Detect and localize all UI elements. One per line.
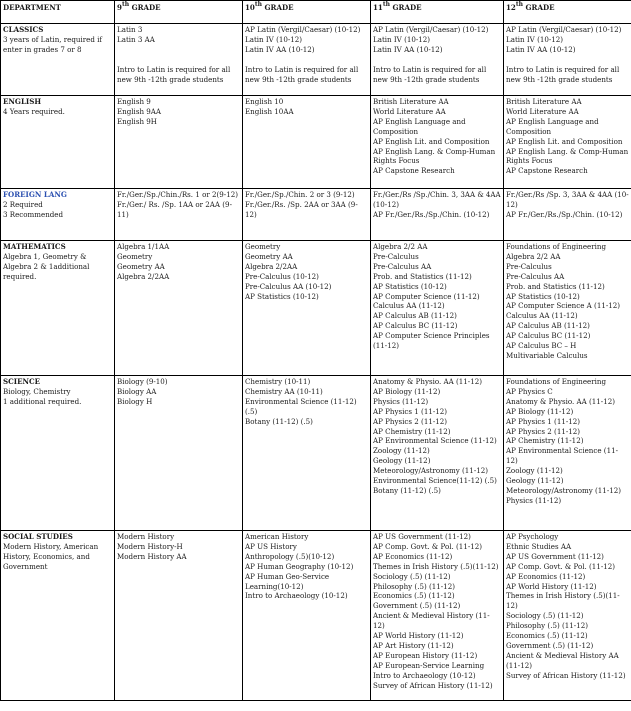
course-item: English 10 xyxy=(245,97,284,106)
course-item: AP Physics 1 (11-12) xyxy=(506,416,581,426)
course-item: Geometry AA xyxy=(245,251,293,261)
course-item: Algebra 2/2AA xyxy=(117,271,170,281)
course-item: AP Computer Science Principles (11-12) xyxy=(373,331,490,351)
spacer xyxy=(506,55,629,65)
course-cell-science-grade-10 xyxy=(243,376,371,531)
course-item: Philosophy (.5) (11-12) xyxy=(506,621,588,631)
dept-cell-math xyxy=(1,241,115,376)
dept-row-science xyxy=(1,376,631,531)
dept-title: FOREIGN LANG xyxy=(3,190,67,199)
dept-cell-science xyxy=(1,376,115,531)
course-item: AP Latin (Vergil/Caesar) (10-12) xyxy=(373,25,489,34)
course-item: Physics (11-12) xyxy=(506,495,562,505)
course-cell-science-grade-12 xyxy=(504,376,631,531)
course-item: AP Fr./Ger./Rs./Sp./Chin. (10-12) xyxy=(506,209,623,219)
course-item: Geometry xyxy=(245,242,281,251)
dept-note: Algebra 1, Geometry & Algebra 2 & 1additional required. xyxy=(3,251,90,281)
course-item: English 9AA xyxy=(117,106,162,116)
course-item: Modern History-H xyxy=(117,541,183,551)
course-item: AP Physics 1 (11-12) xyxy=(373,406,448,416)
course-item: Geology (11-12) xyxy=(373,456,431,466)
dept-row-math xyxy=(1,241,631,376)
course-item: Biology AA xyxy=(117,386,157,396)
course-cell-math-grade-12 xyxy=(504,241,631,376)
course-item: AP Psychology xyxy=(506,532,559,541)
course-item: Foundations of Engineering xyxy=(506,242,607,251)
dept-row-english xyxy=(1,96,631,189)
course-item: Government (.5) (11-12) xyxy=(506,640,594,650)
dept-note-line: 1 additional required. xyxy=(3,396,82,406)
course-item: Zoology (11-12) xyxy=(506,466,563,476)
course-item: Sociology (.5) (11-12) xyxy=(373,571,451,581)
course-item: World Literature AA xyxy=(506,106,579,116)
course-item: AP English Language and Composition xyxy=(506,116,599,136)
dept-note-line: 3 Recommended xyxy=(3,209,64,219)
course-item: Latin IV AA (10-12) xyxy=(373,44,443,54)
course-item: AP Economics (11-12) xyxy=(506,571,586,581)
course-cell-classics-grade-11 xyxy=(371,24,504,96)
course-cell-foreign-grade-12 xyxy=(504,189,631,241)
course-item: Economics (.5) (11-12) xyxy=(373,591,455,601)
dept-note-line: Biology, Chemistry xyxy=(3,386,71,396)
course-item: Government (.5) (11-12) xyxy=(373,601,461,611)
course-item: Intro to Latin is required for all new 9th -12th grade students xyxy=(117,64,231,84)
course-cell-foreign-grade-11 xyxy=(371,189,504,241)
course-item: AP Calculus AB (11-12) xyxy=(506,321,590,331)
course-item: AP World History (11-12) xyxy=(373,631,464,641)
course-item: AP English Lang. & Comp-Human Rights Focus xyxy=(506,146,629,166)
course-cell-classics-grade-10 xyxy=(243,24,371,96)
course-item: AP US Government (11-12) xyxy=(506,551,604,561)
course-item: Prob. and Statistics (11-12) xyxy=(373,271,472,281)
course-item: Meteorology/Astronomy (11-12) xyxy=(506,485,622,495)
course-item: AP Statistics (10-12) xyxy=(506,291,580,301)
dept-title: SCIENCE xyxy=(3,377,41,386)
course-item: AP Physics 2 (11-12) xyxy=(506,426,581,436)
course-cell-social-grade-11 xyxy=(371,531,504,701)
course-item: AP Environmental Science (11-12) xyxy=(373,436,497,446)
course-item: AP Calculus BC (11-12) xyxy=(506,331,591,341)
course-item: Biology (9-10) xyxy=(117,377,168,386)
course-item: AP Physics 2 (11-12) xyxy=(373,416,448,426)
header-grade-9: 9th GRADE xyxy=(115,1,243,24)
course-item: AP Human Geography (10-12) xyxy=(245,561,354,571)
course-item: Philosophy (.5) (11-12) xyxy=(373,581,455,591)
course-item: Latin 3 xyxy=(117,25,143,34)
course-item: British Literature AA xyxy=(506,97,582,106)
spacer xyxy=(117,45,240,55)
spacer xyxy=(117,55,240,65)
course-cell-science-grade-11 xyxy=(371,376,504,531)
course-cell-foreign-grade-9 xyxy=(115,189,243,241)
course-cell-social-grade-12 xyxy=(504,531,631,701)
course-item: Intro to Latin is required for all new 9th -12th grade students xyxy=(506,64,620,84)
header-grade-10: 10th GRADE xyxy=(243,1,371,24)
course-item: AP Economics (11-12) xyxy=(373,551,453,561)
course-item: Intro to Latin is required for all new 9th -12th grade students xyxy=(373,64,487,84)
course-item: AP Biology (11-12) xyxy=(506,406,574,416)
course-item: Geometry AA xyxy=(117,261,165,271)
dept-note: Modern History, American History, Economics, and Government xyxy=(3,541,99,571)
course-item: World Literature AA xyxy=(373,106,446,116)
course-item: Pre-Calculus xyxy=(373,251,419,261)
course-item: AP US History xyxy=(245,541,297,551)
course-item: Economics (.5) (11-12) xyxy=(506,631,588,641)
course-item: Fr./Ger./Sp./Chin. 2 or 3 (9-12) xyxy=(245,190,355,199)
course-cell-english-grade-9 xyxy=(115,96,243,189)
dept-title: MATHEMATICS xyxy=(3,242,66,251)
course-item: Ethnic Studies AA xyxy=(506,541,572,551)
header-row xyxy=(1,1,631,24)
course-item: Multivariable Calculus xyxy=(506,350,588,360)
course-item: AP Calculus AB (11-12) xyxy=(373,311,457,321)
course-item: Fr./Ger./Rs. /Sp. 2AA or 3AA (9-12) xyxy=(245,199,358,219)
course-item: English 10AA xyxy=(245,106,294,116)
course-item: Botany (11-12) (.5) xyxy=(373,485,441,495)
course-item: Latin IV AA (10-12) xyxy=(245,44,315,54)
course-item: AP English Lit. and Composition xyxy=(506,136,623,146)
course-item: Pre-Calculus AA xyxy=(506,271,565,281)
header-grade-12: 12th GRADE xyxy=(504,1,631,24)
course-item: Modern History AA xyxy=(117,551,187,561)
course-item: AP World History (11-12) xyxy=(506,581,597,591)
course-item: Environmental Science(11-12) (.5) xyxy=(373,476,497,486)
course-item: Fr./Ger./Sp./Chin./Rs. 1 or 2(9-12) xyxy=(117,190,238,199)
course-item: AP Comp. Govt. & Pol. (11-12) xyxy=(506,561,616,571)
course-item: AP Statistics (10-12) xyxy=(245,291,319,301)
course-cell-foreign-grade-10 xyxy=(243,189,371,241)
course-cell-classics-grade-9 xyxy=(115,24,243,96)
course-item: Biology H xyxy=(117,396,153,406)
dept-cell-english xyxy=(1,96,115,189)
course-item: Algebra 1/1AA xyxy=(117,242,170,251)
course-item: Anatomy & Physio. AA (11-12) xyxy=(506,396,616,406)
course-item: Sociology (.5) (11-12) xyxy=(506,611,584,621)
course-item: AP Physics C xyxy=(506,386,553,396)
course-item: Intro to Archaeology (10-12) xyxy=(245,591,348,601)
course-item: English 9H xyxy=(117,116,157,126)
course-item: Chemistry AA (10-11) xyxy=(245,386,323,396)
course-item: Intro to Archaeology (10-12) xyxy=(373,670,476,680)
course-item: Modern History xyxy=(117,532,175,541)
course-item: AP Latin (Vergil/Caesar) (10-12) xyxy=(506,25,622,34)
dept-title: SOCIAL STUDIES xyxy=(3,532,73,541)
course-item: Pre-Calculus AA xyxy=(373,261,432,271)
course-item: Anatomy & Physio. AA (11-12) xyxy=(373,377,483,386)
course-item: Physics (11-12) xyxy=(373,396,429,406)
course-item: Fr./Ger./Rs /Sp./Chin. 3, 3AA & 4AA (10-12) xyxy=(373,190,501,209)
course-item: Anthropology (.5)(10-12) xyxy=(245,551,335,561)
course-item: AP Calculus BC – H xyxy=(506,341,577,351)
course-item: British Literature AA xyxy=(373,97,449,106)
dept-note: 3 years of Latin, required if enter in grades 7 or 8 xyxy=(3,34,103,54)
course-item: AP Comp. Govt. & Pol. (11-12) xyxy=(373,541,483,551)
course-item: AP Capstone Research xyxy=(506,166,588,176)
course-item: AP Biology (11-12) xyxy=(373,386,441,396)
dept-title: ENGLISH xyxy=(3,97,42,106)
dept-note-line: 2 Required xyxy=(3,199,43,209)
course-item: AP Computer Science (11-12) xyxy=(373,291,480,301)
course-item: AP Latin (Vergil/Caesar) (10-12) xyxy=(245,25,361,34)
dept-row-social xyxy=(1,531,631,701)
course-item: Latin IV (10-12) xyxy=(506,34,564,44)
course-item: Pre-Calculus xyxy=(506,261,552,271)
dept-row-foreign xyxy=(1,189,631,241)
dept-cell-foreign xyxy=(1,189,115,241)
course-cell-science-grade-9 xyxy=(115,376,243,531)
course-item: Foundations of Engineering xyxy=(506,377,607,386)
course-cell-english-grade-11 xyxy=(371,96,504,189)
course-item: Algebra 2/2 AA xyxy=(373,242,428,251)
course-item: AP Chemistry (11-12) xyxy=(506,436,584,446)
course-item: AP Environmental Science (11-12) xyxy=(506,446,618,466)
course-item: AP Chemistry (11-12) xyxy=(373,426,451,436)
course-item: Environmental Science (11-12)(.5) xyxy=(245,396,357,416)
dept-title: CLASSICS xyxy=(3,25,44,34)
dept-cell-classics xyxy=(1,24,115,96)
course-cell-math-grade-9 xyxy=(115,241,243,376)
course-item: Intro to Latin is required for all new 9th -12th grade students xyxy=(245,64,359,84)
course-item: Algebra 2/2AA xyxy=(245,261,298,271)
course-item: Latin IV AA (10-12) xyxy=(506,44,576,54)
course-item: Algebra 2/2 AA xyxy=(506,251,561,261)
spacer xyxy=(373,55,501,65)
dept-cell-social xyxy=(1,531,115,701)
course-item: AP Calculus BC (11-12) xyxy=(373,321,458,331)
course-item: AP Fr./Ger./Rs./Sp./Chin. (10-12) xyxy=(373,209,490,219)
course-item: Pre-Calculus (10-12) xyxy=(245,271,319,281)
course-item: Calculus AA (11-12) xyxy=(373,301,445,311)
course-item: Pre-Calculus AA (10-12) xyxy=(245,281,332,291)
course-item: Prob. and Statistics (11-12) xyxy=(506,281,605,291)
course-cell-math-grade-11 xyxy=(371,241,504,376)
course-item: AP English Language and Composition xyxy=(373,116,466,136)
dept-note: 4 Years required. xyxy=(3,106,65,116)
header-grade-11: 11th GRADE xyxy=(371,1,504,24)
course-cell-social-grade-10 xyxy=(243,531,371,701)
dept-row-classics xyxy=(1,24,631,96)
course-item: AP Art History (11-12) xyxy=(373,640,454,650)
course-item: AP English Lit. and Composition xyxy=(373,136,490,146)
course-item: American History xyxy=(245,532,309,541)
course-item: AP Computer Science A (11-12) xyxy=(506,301,621,311)
course-item: AP European-Service Learning xyxy=(373,660,485,670)
course-item: AP European History (11-12) xyxy=(373,650,478,660)
course-item: Geology (11-12) xyxy=(506,476,564,486)
course-item: Ancient & Medieval History AA (11-12) xyxy=(506,650,619,670)
course-item: Latin IV (10-12) xyxy=(373,34,431,44)
course-item: Fr./Ger./Rs /Sp. 3, 3AA & 4AA (10-12) xyxy=(506,190,629,209)
course-item: Botany (11-12) (.5) xyxy=(245,416,313,426)
course-item: Fr./Ger./ Rs. /Sp. 1AA or 2AA (9-11) xyxy=(117,199,232,219)
course-item: Themes in Irish History (.5)(11-12) xyxy=(506,591,620,611)
course-item: Meteorology/Astronomy (11-12) xyxy=(373,466,489,476)
course-cell-english-grade-12 xyxy=(504,96,631,189)
course-item: Latin 3 AA xyxy=(117,34,155,44)
course-item: English 9 xyxy=(117,97,151,106)
course-item: Latin IV (10-12) xyxy=(245,34,303,44)
course-item: Ancient & Medieval History (11-12) xyxy=(373,611,490,631)
course-cell-english-grade-10 xyxy=(243,96,371,189)
course-cell-math-grade-10 xyxy=(243,241,371,376)
course-item: Survey of African History (11-12) xyxy=(373,680,493,690)
course-item: Zoology (11-12) xyxy=(373,446,430,456)
course-item: AP Statistics (10-12) xyxy=(373,281,447,291)
spacer xyxy=(245,55,368,65)
course-item: AP US Government (11-12) xyxy=(373,532,471,541)
course-cell-social-grade-9 xyxy=(115,531,243,701)
course-item: Calculus AA (11-12) xyxy=(506,311,578,321)
course-item: Geometry xyxy=(117,251,153,261)
course-item: AP English Lang. & Comp-Human Rights Focus xyxy=(373,146,496,166)
course-item: AP Capstone Research xyxy=(373,166,455,176)
course-cell-classics-grade-12 xyxy=(504,24,631,96)
course-item: Survey of African History (11-12) xyxy=(506,670,626,680)
course-item: Themes in Irish History (.5)(11-12) xyxy=(373,561,499,571)
course-item: AP Human Geo-Service Learning(10-12) xyxy=(245,571,330,591)
course-item: Chemistry (10-11) xyxy=(245,377,311,386)
header-department: DEPARTMENT xyxy=(1,1,115,24)
